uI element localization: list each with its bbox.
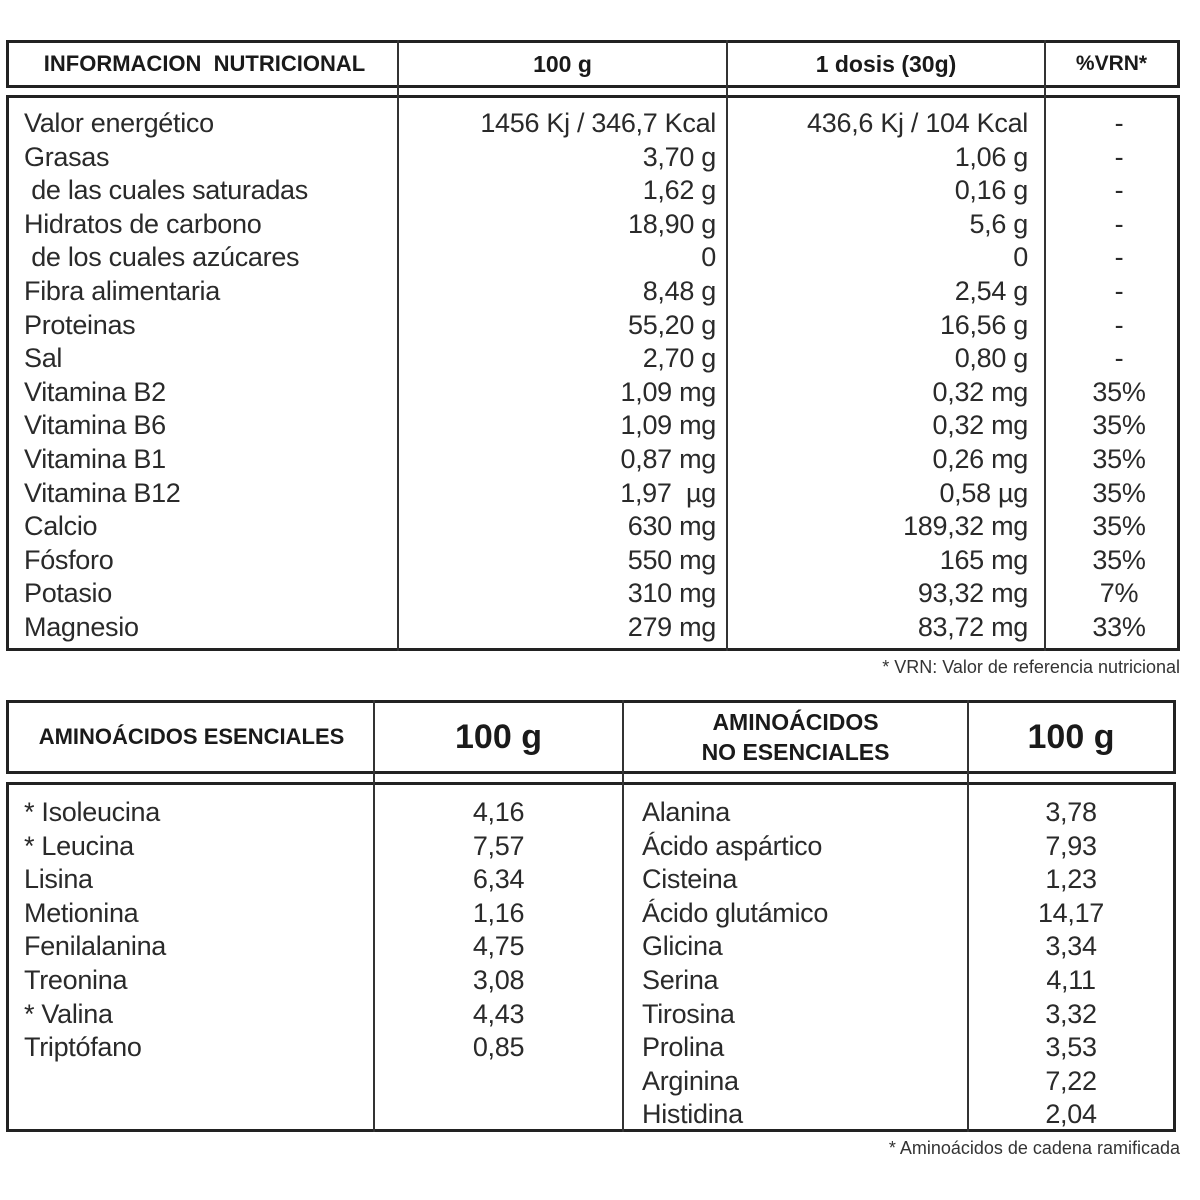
nutrient-perdose-value: 436,6 Kj / 104 Kcal bbox=[807, 108, 1028, 138]
essential-amino-name: Fenilalanina bbox=[24, 931, 166, 962]
nutrient-vrn-value: - bbox=[1114, 208, 1124, 239]
nutrient-vrn-value: 35% bbox=[1092, 376, 1146, 407]
essential-amino-value: 3,08 bbox=[472, 964, 525, 995]
nutrient-perdose-value: 0 bbox=[1013, 242, 1028, 273]
nutrient-name: Hidratos de carbono bbox=[24, 208, 262, 239]
amino-header-nonessential bbox=[624, 703, 967, 771]
nonessential-amino-name: Arginina bbox=[642, 1065, 739, 1096]
nonessential-amino-name: Alanina bbox=[642, 797, 730, 827]
nutrition-vrn-column bbox=[1048, 107, 1190, 645]
nutrient-name: de las cuales saturadas bbox=[24, 175, 308, 206]
nutrition-name-column bbox=[24, 107, 394, 645]
nutrient-name: Vitamina B2 bbox=[24, 376, 166, 407]
nutrient-name: Fibra alimentaria bbox=[24, 275, 220, 306]
essential-amino-name: * Leucina bbox=[24, 830, 134, 861]
nutrient-vrn-value: - bbox=[1114, 309, 1124, 340]
nutrient-perdose-value: 0,58 µg bbox=[939, 477, 1028, 508]
nutrient-per100-value: 310 mg bbox=[627, 578, 716, 609]
essential-amino-name: Lisina bbox=[24, 864, 93, 895]
nutrient-vrn-value: 35% bbox=[1092, 477, 1146, 508]
nonessential-amino-name: Ácido aspártico bbox=[642, 830, 823, 861]
nutrition-col-divider-2 bbox=[726, 40, 728, 651]
nutrient-vrn-value: 35% bbox=[1092, 544, 1146, 575]
nonessential-amino-name: Prolina bbox=[642, 1032, 724, 1063]
nutrient-vrn-value: - bbox=[1114, 275, 1124, 306]
nutrient-per100-value: 0 bbox=[701, 242, 716, 273]
nutrient-vrn-value: 35% bbox=[1092, 511, 1146, 542]
nonessential-amino-value: 3,34 bbox=[1045, 931, 1097, 962]
nutrient-per100-value: 630 mg bbox=[627, 511, 716, 542]
nutrient-name: Vitamina B1 bbox=[24, 443, 166, 474]
nutrient-vrn-value: - bbox=[1114, 343, 1124, 374]
nutrient-perdose-value: 93,32 mg bbox=[917, 578, 1028, 609]
nonessential-amino-value: 4,11 bbox=[1046, 964, 1096, 995]
essential-amino-value: 4,16 bbox=[472, 797, 525, 827]
nutrient-perdose-value: 83,72 mg bbox=[917, 611, 1028, 642]
nonessential-value-column bbox=[969, 796, 1173, 1132]
nonessential-name-column bbox=[642, 796, 962, 1132]
nutrient-per100-value: 0,87 mg bbox=[620, 443, 716, 474]
nutrient-per100-value: 2,70 g bbox=[642, 343, 716, 374]
essential-amino-name: Triptófano bbox=[24, 1032, 142, 1063]
nutrient-per100-value: 1,62 g bbox=[642, 175, 716, 206]
nutrient-per100-value: 3,70 g bbox=[642, 141, 716, 172]
nutrient-vrn-value: - bbox=[1114, 242, 1124, 273]
nutrient-vrn-value: 7% bbox=[1099, 578, 1139, 609]
nutrient-vrn-value: - bbox=[1114, 141, 1124, 172]
nonessential-amino-value: 7,93 bbox=[1045, 830, 1097, 861]
nonessential-amino-value: 3,53 bbox=[1045, 1032, 1097, 1063]
nutrient-vrn-value: 33% bbox=[1092, 611, 1146, 642]
essential-amino-value: 1,16 bbox=[472, 897, 525, 928]
nutrient-perdose-value: 5,6 g bbox=[969, 208, 1028, 239]
nutrient-name: Proteinas bbox=[24, 309, 136, 340]
nutrient-perdose-value: 189,32 mg bbox=[903, 511, 1028, 542]
nutrition-header-vrn: %VRN* bbox=[1075, 52, 1148, 75]
amino-header-essential: AMINOÁCIDOS ESENCIALES bbox=[38, 724, 345, 749]
nutrient-name: de los cuales azúcares bbox=[24, 242, 300, 273]
essential-amino-value: 7,57 bbox=[472, 830, 525, 861]
essential-amino-value: 4,75 bbox=[472, 931, 525, 962]
nutrient-per100-value: 8,48 g bbox=[642, 275, 716, 306]
amino-header-nonessential-line1: AMINOÁCIDOS bbox=[712, 709, 879, 735]
nonessential-amino-name: Glicina bbox=[642, 931, 723, 962]
nutrient-perdose-value: 0,26 mg bbox=[932, 443, 1028, 474]
nonessential-amino-name: Cisteina bbox=[642, 864, 738, 895]
essential-name-column bbox=[24, 796, 369, 1065]
nutrient-perdose-value: 165 mg bbox=[939, 544, 1028, 575]
nonessential-amino-value: 1,23 bbox=[1045, 864, 1097, 895]
nutrition-col-divider-3 bbox=[1044, 40, 1046, 651]
nutrition-header-dose: 1 dosis (30g) bbox=[815, 50, 957, 77]
nutrient-name: Grasas bbox=[24, 141, 110, 172]
nutrient-perdose-value: 0,32 mg bbox=[932, 376, 1028, 407]
nonessential-amino-value: 3,78 bbox=[1045, 797, 1097, 827]
nonessential-amino-name: Histidina bbox=[642, 1099, 743, 1130]
nonessential-amino-name: Serina bbox=[642, 964, 719, 995]
amino-header-nonessential-amount: 100 g bbox=[1027, 717, 1115, 756]
nonessential-amino-name: Ácido glutámico bbox=[642, 897, 829, 928]
nutrient-per100-value: 1456 Kj / 346,7 Kcal bbox=[480, 108, 716, 138]
nutrition-perdose-column bbox=[730, 107, 1028, 645]
nutrient-vrn-value: 35% bbox=[1092, 443, 1146, 474]
essential-amino-name: * Valina bbox=[24, 998, 113, 1029]
amino-header-essential-amount: 100 g bbox=[455, 717, 542, 756]
nutrient-perdose-value: 2,54 g bbox=[954, 275, 1028, 306]
essential-amino-value: 0,85 bbox=[472, 1032, 525, 1063]
nutrition-col-divider-1 bbox=[397, 40, 399, 651]
nutrient-perdose-value: 0,32 mg bbox=[932, 410, 1028, 441]
nutrition-per100-column bbox=[400, 107, 716, 645]
nutrient-vrn-value: - bbox=[1114, 175, 1124, 206]
essential-value-column bbox=[375, 796, 622, 1065]
nutrient-name: Magnesio bbox=[24, 611, 139, 642]
bcaa-footnote: * Aminoácidos de cadena ramificada bbox=[888, 1138, 1180, 1158]
nutrient-perdose-value: 16,56 g bbox=[940, 309, 1028, 340]
nonessential-amino-value: 7,22 bbox=[1045, 1065, 1097, 1096]
vrn-footnote: * VRN: Valor de referencia nutricional bbox=[882, 657, 1180, 677]
nutrient-per100-value: 55,20 g bbox=[628, 309, 716, 340]
nutrient-per100-value: 1,97 µg bbox=[620, 477, 716, 508]
essential-amino-value: 4,43 bbox=[472, 998, 525, 1029]
nutrient-per100-value: 1,09 mg bbox=[620, 410, 716, 441]
nonessential-amino-name: Tirosina bbox=[642, 998, 735, 1029]
amino-header-nonessential-line2: NO ESENCIALES bbox=[701, 739, 890, 765]
nutrient-perdose-value: 0,80 g bbox=[954, 343, 1028, 374]
nutrition-header-title: INFORMACION NUTRICIONAL bbox=[43, 51, 366, 76]
essential-amino-name: Treonina bbox=[24, 964, 128, 995]
nutrition-header-100g: 100 g bbox=[533, 50, 592, 77]
nutrient-per100-value: 550 mg bbox=[627, 544, 716, 575]
nutrient-perdose-value: 1,06 g bbox=[954, 141, 1028, 172]
nutrient-name: Vitamina B6 bbox=[24, 410, 166, 441]
nutrient-name: Sal bbox=[24, 343, 63, 374]
nutrient-name: Potasio bbox=[24, 578, 112, 609]
essential-amino-name: Metionina bbox=[24, 897, 139, 928]
nutrient-per100-value: 1,09 mg bbox=[620, 376, 716, 407]
nutrient-vrn-value: - bbox=[1114, 108, 1124, 138]
nutrient-per100-value: 279 mg bbox=[627, 611, 716, 642]
nutrient-name: Fósforo bbox=[24, 544, 114, 575]
nutrient-name: Vitamina B12 bbox=[24, 477, 181, 508]
nutrient-perdose-value: 0,16 g bbox=[954, 175, 1028, 206]
nonessential-amino-value: 2,04 bbox=[1045, 1099, 1097, 1130]
essential-amino-value: 6,34 bbox=[472, 864, 525, 895]
nonessential-amino-value: 14,17 bbox=[1037, 897, 1105, 928]
nutrient-per100-value: 18,90 g bbox=[628, 208, 716, 239]
nutrient-name: Valor energético bbox=[24, 108, 214, 138]
nutrient-vrn-value: 35% bbox=[1092, 410, 1146, 441]
nutrient-name: Calcio bbox=[24, 511, 98, 542]
essential-amino-name: * Isoleucina bbox=[24, 797, 160, 827]
nonessential-amino-value: 3,32 bbox=[1045, 998, 1097, 1029]
